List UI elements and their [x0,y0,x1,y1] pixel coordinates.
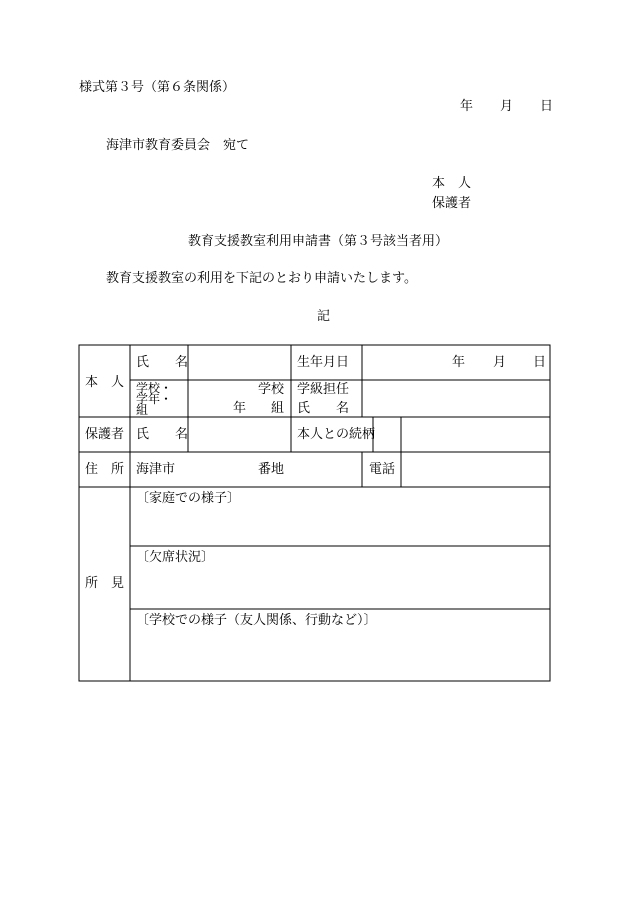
document-title: 教育支援教室利用申請書（第３号該当者用） [188,234,449,249]
guardian-name-label: 氏 名 [136,427,189,442]
guardian-label: 保護者 [85,427,125,442]
applicant-guardian: 保護者 [432,196,472,211]
student-name-label: 氏 名 [136,355,189,370]
birth-day: 日 [533,355,547,370]
class-suffix: 組 [271,401,285,416]
date-day: 日 [540,99,554,114]
addressee: 海津市教育委員会 宛て [106,138,250,153]
year-suffix: 年 [233,401,247,416]
opinion-school: 〔学校での様子（友人関係、行動など）〕 [136,613,377,628]
opinion-home: 〔家庭での様子〕 [136,491,241,506]
teacher-label-line2: 氏 名 [297,401,350,416]
phone-label: 電話 [369,462,396,477]
applicant-self: 本 人 [432,176,472,191]
document-body: 教育支援教室の利用を下記のとおり申請いたします。 [106,271,417,286]
birth-month: 月 [493,355,507,370]
school-grade-label-3: 組 [136,403,149,417]
school-suffix: 学校 [258,382,285,397]
address-label: 住 所 [85,462,125,477]
address-city: 海津市 [136,462,176,477]
school-grade-label-1: 学校・ [136,381,173,395]
form-number: 様式第３号（第６条関係） [79,80,236,95]
school-grade-label-2: 学年・ [136,392,173,406]
ki-label: 記 [317,309,331,324]
student-label: 本 人 [85,375,125,390]
address-banchi: 番地 [258,462,285,477]
birth-year: 年 [452,355,466,370]
birthdate-label: 生年月日 [297,355,350,370]
opinion-label: 所 見 [85,576,125,591]
date-month: 月 [500,99,514,114]
teacher-label-line1: 学級担任 [297,382,350,397]
date-year: 年 [460,99,474,114]
opinion-absence: 〔欠席状況〕 [136,550,215,565]
relation-label: 本人との続柄 [297,427,376,442]
